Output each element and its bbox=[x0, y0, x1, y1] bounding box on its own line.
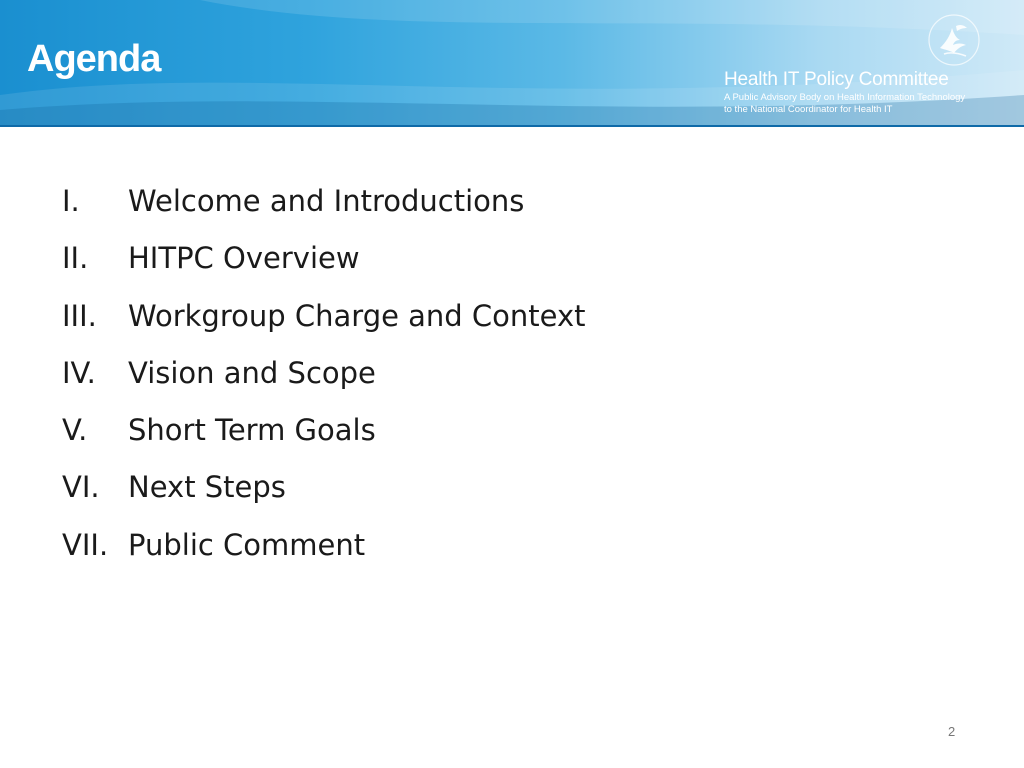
agenda-label: Workgroup Charge and Context bbox=[128, 298, 586, 333]
agenda-item bbox=[62, 355, 586, 416]
committee-subtitle-line-2: to the National Coordinator for Health IT bbox=[724, 103, 893, 115]
page-number: 2 bbox=[948, 724, 956, 739]
agenda-list bbox=[62, 184, 586, 588]
agenda-numeral: IV. bbox=[62, 355, 96, 390]
eagle-icon bbox=[926, 12, 982, 68]
agenda-label: Welcome and Introductions bbox=[128, 184, 525, 218]
agenda-label: Next Steps bbox=[128, 470, 286, 505]
header-divider bbox=[0, 125, 1024, 127]
agenda-numeral: VI. bbox=[62, 470, 100, 505]
agenda-item bbox=[62, 470, 586, 530]
agenda-numeral: III. bbox=[62, 298, 97, 333]
slide-title: Agenda bbox=[27, 38, 161, 80]
committee-logo bbox=[724, 70, 1019, 116]
agenda-item bbox=[62, 413, 586, 473]
committee-subtitle-line-1: A Public Advisory Body on Health Information Technology bbox=[724, 92, 966, 103]
agenda-item bbox=[62, 184, 586, 244]
header-banner bbox=[0, 0, 1024, 127]
agenda-item bbox=[62, 298, 586, 359]
agenda-numeral: V. bbox=[62, 413, 88, 448]
agenda-numeral: II. bbox=[62, 241, 89, 276]
agenda-label: Short Term Goals bbox=[128, 413, 376, 448]
committee-name: Health IT Policy Committee bbox=[724, 69, 949, 90]
agenda-label: Vision and Scope bbox=[128, 355, 376, 390]
agenda-item bbox=[62, 527, 586, 588]
agenda-item bbox=[62, 241, 586, 301]
agenda-label: HITPC Overview bbox=[128, 241, 360, 276]
agenda-label: Public Comment bbox=[128, 527, 366, 562]
agenda-numeral: VII. bbox=[62, 527, 109, 562]
agenda-numeral: I. bbox=[62, 184, 80, 218]
